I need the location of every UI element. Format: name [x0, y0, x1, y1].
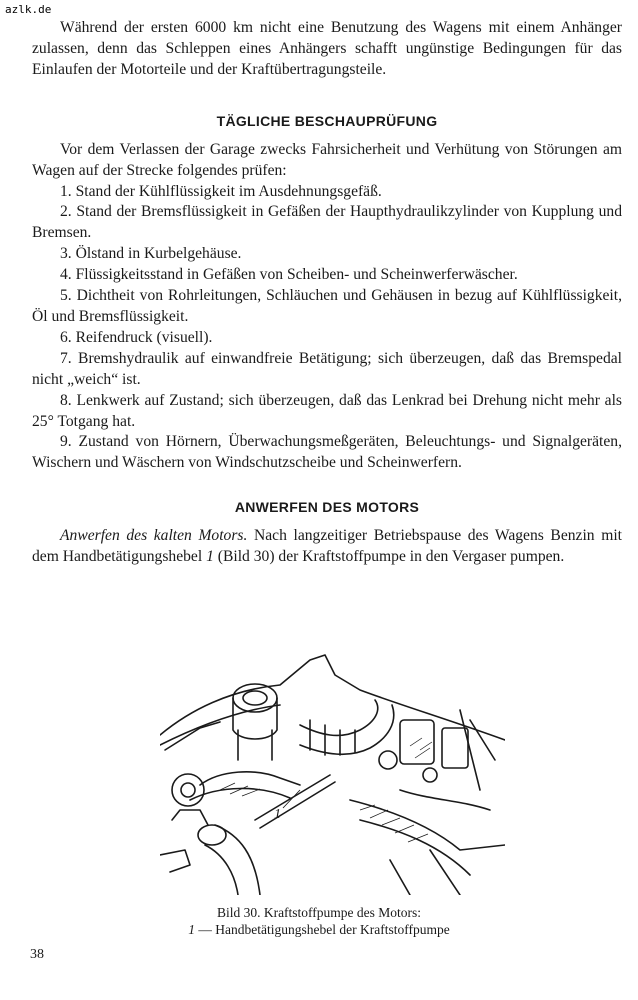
check-item-8: 8. Lenkwerk auf Zustand; sich überzeugen, daß das Lenkrad bei Drehung nicht mehr als 25° Totgang hat. [32, 391, 622, 430]
check-intro: Vor dem Verlassen der Garage zwecks Fahrsicherheit und Verhütung von Störungen am Wagen auf der Strecke folgendes prüfen: [32, 140, 622, 179]
heading-daily-check: TÄGLICHE BESCHAUPRÜFUNG [216, 112, 438, 129]
intro-paragraph: Während der ersten 6000 km nicht eine Benutzung des Wagens mit einem Anhänger zulassen, denn das Schleppen eines Anhängers schafft ungünstige Bedingungen für das Einlaufen der Motorteile und der Kraftübertragungsteile. [32, 19, 622, 78]
heading-engine-start: ANWERFEN DES MOTORS [234, 499, 420, 516]
watermark-text: azlk.de [5, 3, 52, 16]
caption-ref-text: — Handbetätigungshebel der Kraftstoffpumpe [195, 922, 450, 937]
figure-callout-1: 1 [274, 807, 281, 822]
start-ref: 1 [206, 548, 214, 566]
check-item-7: 7. Bremshydraulik auf einwandfreie Betätigung; sich überzeugen, daß das Bremspedal nicht „weich“ ist. [32, 349, 622, 388]
check-item-4: 4. Flüssigkeitsstand in Gefäßen von Scheiben- und Scheinwerferwäscher. [60, 266, 518, 284]
start-lead: Anwerfen des kalten Motors. [60, 527, 248, 545]
check-item-6: 6. Reifendruck (visuell). [60, 328, 213, 346]
figure-caption [0, 904, 638, 938]
check-item-3: 3. Ölstand in Kurbelgehäuse. [60, 245, 242, 263]
check-item-9: 9. Zustand von Hörnern, Überwachungsmeßgeräten, Beleuchtungs- und Signalgeräten, Wischern und Wäschern von Windschutzscheibe und Scheinwerfern. [32, 433, 622, 472]
start-paragraph [32, 526, 622, 568]
page-content [32, 18, 622, 568]
page-number: 38 [30, 947, 44, 962]
fuel-pump-illustration [160, 650, 505, 895]
caption-ref-num: 1 [188, 922, 196, 937]
caption-line-1: Bild 30. Kraftstoffpumpe des Motors: [216, 905, 422, 920]
start-text-b: (Bild 30) der Kraftstoffpumpe in den Vergaser pumpen. [213, 548, 565, 566]
caption-line-2 [0, 921, 638, 938]
check-item-5: 5. Dichtheit von Rohrleitungen, Schläuchen und Gehäusen in bezug auf Kühlflüssigkeit, Öl und Bremsflüssigkeit. [32, 287, 622, 325]
start-text-a: Nach langzeitiger Betriebspause des Wagens Benzin mit dem Handbetätigungshebel [32, 527, 622, 566]
check-item-1: 1. Stand der Kühlflüssigkeit im Ausdehnungsgefäß. [60, 182, 382, 200]
check-item-2: 2. Stand der Bremsflüssigkeit in Gefäßen der Haupthydraulikzylinder von Kupplung und Bremsen. [32, 203, 622, 242]
